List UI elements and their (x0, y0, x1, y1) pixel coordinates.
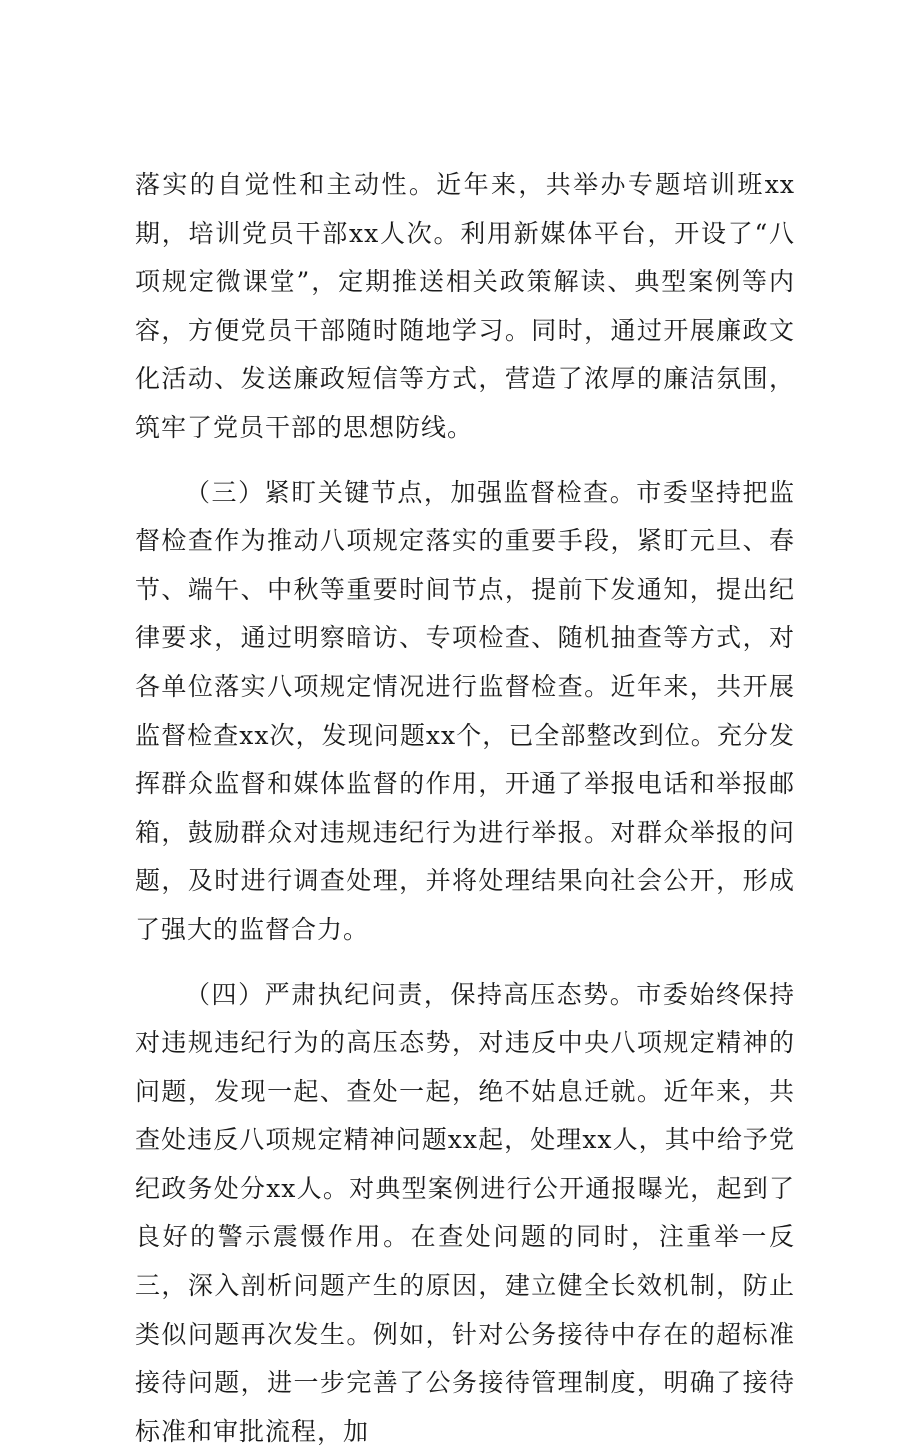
paragraph-continuation: 落实的自觉性和主动性。近年来，共举办专题培训班xx期，培训党员干部xx人次。利用新媒体平台，开设了“八项规定微课堂”，定期推送相关政策解读、典型案例等内容，方便党员干部随时随地学习。同时，通过开展廉政文化活动、发送廉政短信等方式，营造了浓厚的廉洁氛围，筑牢了党员干部的思想防线。 (135, 161, 795, 453)
paragraph-section-three: （三）紧盯关键节点，加强监督检查。市委坚持把监督检查作为推动八项规定落实的重要手段，紧盯元旦、春节、端午、中秋等重要时间节点，提前下发通知，提出纪律要求，通过明察暗访、专项检查、随机抽查等方式，对各单位落实八项规定情况进行监督检查。近年来，共开展监督检查xx次，发现问题xx个，已全部整改到位。充分发挥群众监督和媒体监督的作用，开通了举报电话和举报邮箱，鼓励群众对违规违纪行为进行举报。对群众举报的问题，及时进行调查处理，并将处理结果向社会公开，形成了强大的监督合力。 (135, 469, 795, 955)
document-body (135, 161, 795, 1456)
paragraph-section-four: （四）严肃执纪问责，保持高压态势。市委始终保持对违规违纪行为的高压态势，对违反中央八项规定精神的问题，发现一起、查处一起，绝不姑息迁就。近年来，共查处违反八项规定精神问题xx起，处理xx人，其中给予党纪政务处分xx人。对典型案例进行公开通报曝光，起到了良好的警示震慑作用。在查处问题的同时，注重举一反三，深入剖析问题产生的原因，建立健全长效机制，防止类似问题再次发生。例如，针对公务接待中存在的超标准接待问题，进一步完善了公务接待管理制度，明确了接待标准和审批流程，加 (135, 971, 795, 1456)
